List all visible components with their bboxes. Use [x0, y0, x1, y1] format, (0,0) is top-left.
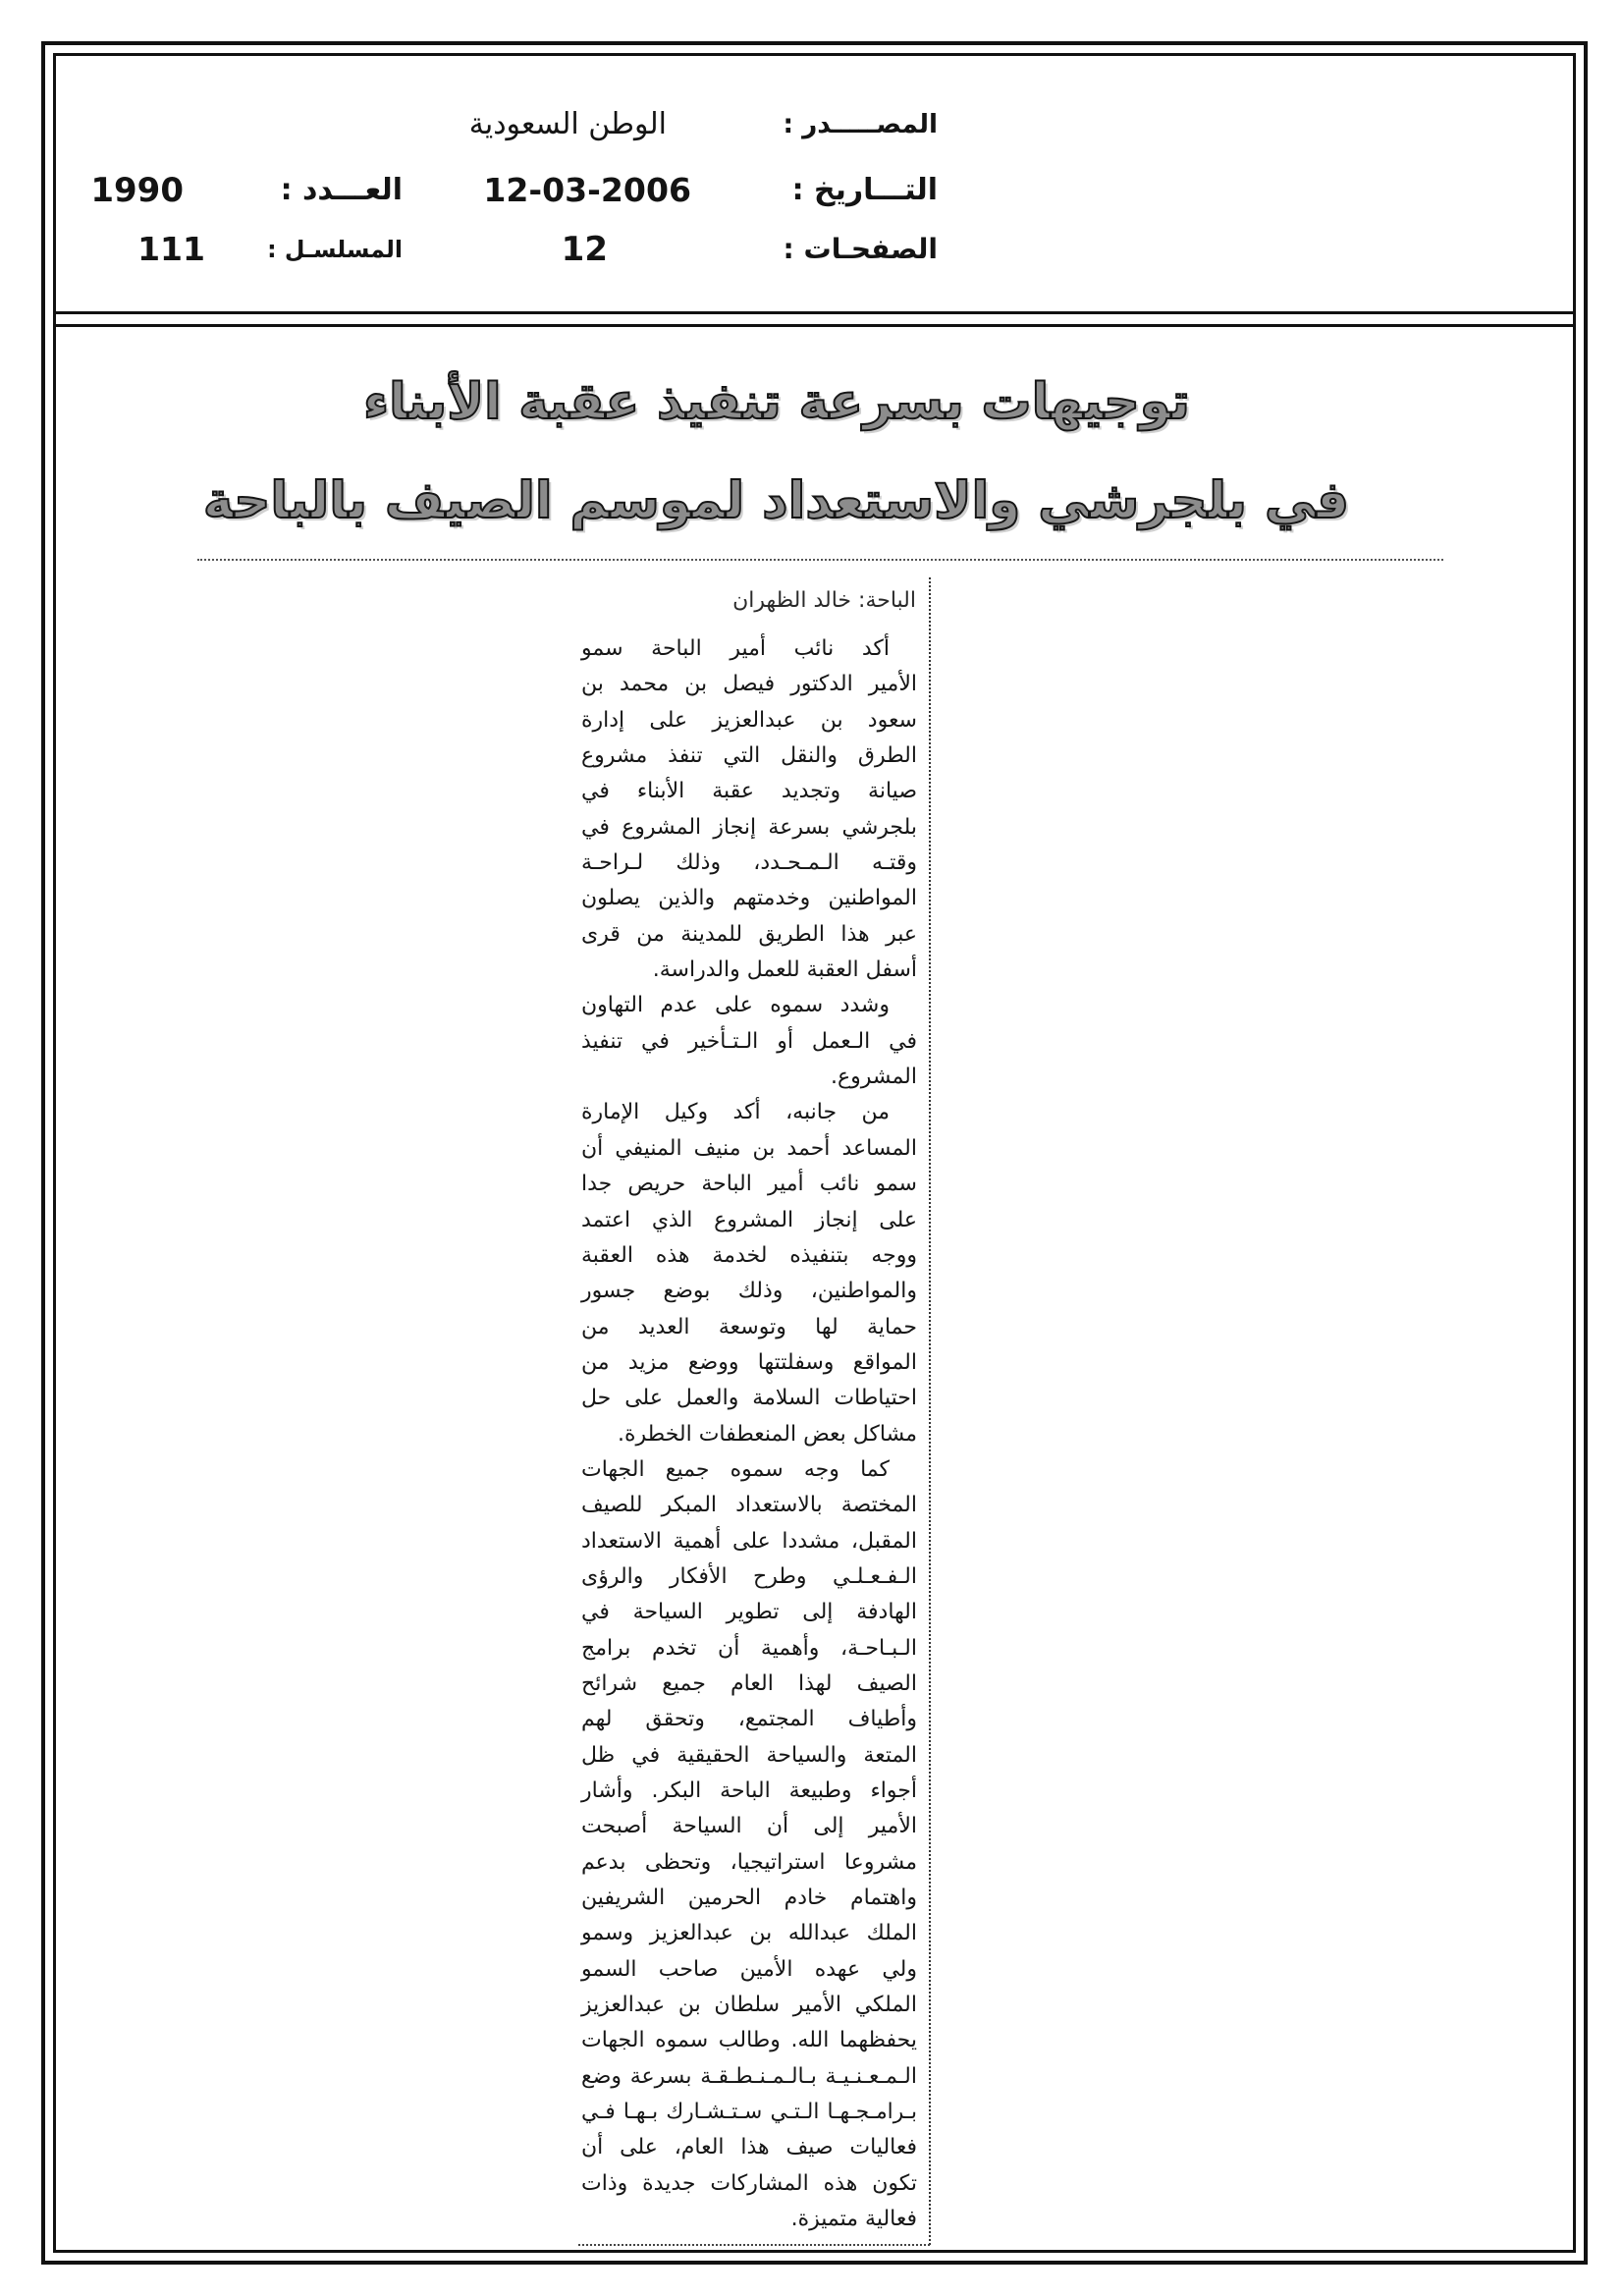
- body-line: الصيف لهذا العام جميع شرائح: [581, 1670, 917, 1696]
- body-line: فعالية متميزة.: [790, 2207, 917, 2232]
- body-line: في الـعمل أو الـتـأخير في تنفيذ: [581, 1028, 917, 1054]
- body-line: صيانة وتجديد عقبة الأبناء في: [581, 779, 917, 804]
- body-line: ووجه بتنفيذه لخدمة هذه العقبة: [581, 1242, 917, 1268]
- pages-label: الصفحـات :: [783, 233, 938, 265]
- body-line: الأمير إلى أن السياحة أصبحت: [581, 1814, 917, 1839]
- body-line: المتعة والسياحة الحقيقية في ظل: [581, 1742, 917, 1768]
- body-line: بلجرشي بسرعة إنجاز المشروع في: [581, 814, 917, 840]
- source-value: الوطن السعودية: [468, 107, 667, 141]
- headline-line-1: توجيهات بسرعة تنفيذ عقبة الأبناء: [363, 373, 1190, 431]
- date-label: التـــاريخ :: [791, 173, 938, 207]
- body-line: الهادفة إلى تطوير السياحة في: [581, 1600, 917, 1625]
- body-line: بـرامـجـهـا الـتـي سـتـشـارك بـهـا فـي: [581, 2100, 917, 2125]
- body-line: فعاليات صيف هذا العام، على أن: [581, 2135, 917, 2160]
- body-line: المساعد أحمد بن منيف المنيفي أن: [581, 1135, 917, 1161]
- byline: الباحة: خالد الظهران: [732, 588, 916, 613]
- body-line: الـبـاحـة، وأهمية أن تخدم برامج: [581, 1635, 917, 1661]
- issue-value: 1990: [90, 171, 184, 210]
- body-line: على إنجاز المشروع الذي اعتمد: [581, 1207, 917, 1232]
- body-line: وقتـه الـمـحـدد، وذلك لـراحـة: [581, 850, 917, 876]
- body-line: الأمير الدكتور فيصل بن محمد بن: [581, 672, 917, 697]
- body-line: سعود بن عبدالعزيز على إدارة: [581, 707, 917, 733]
- header-divider-top: [53, 311, 1576, 314]
- issue-label: العـــدد :: [280, 173, 403, 207]
- body-line: كما وجه سموه جميع الجهات: [581, 1456, 890, 1482]
- headline-rule: [197, 559, 1443, 561]
- pages-value: 12: [561, 230, 608, 269]
- body-line: الملكي الأمير سلطان بن عبدالعزيز: [581, 1993, 917, 2018]
- body-line: ولي عهده الأمين صاحب السمو: [581, 1956, 917, 1982]
- body-line: الطرق والنقل التي تنفذ مشروع: [581, 743, 917, 769]
- body-line: أسفل العقبة للعمل والدراسة.: [652, 957, 917, 983]
- body-line: والمواطنين، وذلك بوضع جسور: [581, 1279, 917, 1304]
- body-line: المواقع وسفلتتها ووضع مزيد من: [581, 1349, 917, 1375]
- headline-line-2: في بلجرشي والاستعداد لموسم الصيف بالباحة: [202, 471, 1350, 530]
- body-line: الملك عبدالله بن عبدالعزيز وسمو: [581, 1921, 917, 1946]
- body-line: مشاكل بعض المنعطفات الخطرة.: [617, 1421, 917, 1447]
- column-rule: [929, 577, 931, 2245]
- body-line: تكون هذه المشاركات جديدة وذات: [581, 2170, 917, 2196]
- body-line: وأطياف المجتمع، وتحقق لهم: [581, 1707, 917, 1732]
- serial-value: 111: [137, 230, 205, 268]
- body-line: الـفـعـلـي وطرح الأفكار والرؤى: [581, 1563, 917, 1589]
- body-line: احتياطات السلامة والعمل على حل: [581, 1386, 917, 1411]
- body-line: واهتمام خادم الحرمين الشريفين: [581, 1886, 917, 1911]
- body-line: حماية لها وتوسعة العديد من: [581, 1314, 917, 1339]
- body-line: المقبل، مشددا على أهمية الاستعداد: [581, 1528, 917, 1554]
- column-end-rule: [578, 2244, 930, 2246]
- body-line: الـمـعـنـيـة بـالـمـنـطـقـة بسرعة وضع: [581, 2063, 917, 2089]
- body-line: أكد نائب أمير الباحة سمو: [581, 636, 890, 661]
- body-line: وشدد سموه على عدم التهاون: [581, 993, 890, 1018]
- body-line: سمو نائب أمير الباحة حريص جدا: [581, 1172, 917, 1197]
- body-line: المواطنين وخدمتهم والذين يصلون: [581, 886, 917, 911]
- body-line: مشروعا استراتيجيا، وتحظى بدعم: [581, 1849, 917, 1875]
- source-label: المصـــــدر :: [783, 110, 938, 139]
- header-divider-bottom: [53, 324, 1576, 327]
- body-line: عبر هذا الطريق للمدينة من قرى: [581, 921, 917, 947]
- body-line: يحفظهما الله. وطالب سموه الجهات: [581, 2028, 917, 2053]
- body-line: أجواء وطبيعة الباحة البكر. وأشار: [581, 1778, 917, 1803]
- date-value: 12-03-2006: [483, 171, 691, 209]
- serial-label: المسلسـل :: [267, 236, 403, 263]
- body-line: المشروع.: [830, 1065, 917, 1090]
- body-line: المختصة بالاستعداد المبكر للصيف: [581, 1493, 917, 1518]
- body-line: من جانبه، أكد وكيل الإمارة: [581, 1100, 890, 1125]
- article-body: [581, 631, 917, 2237]
